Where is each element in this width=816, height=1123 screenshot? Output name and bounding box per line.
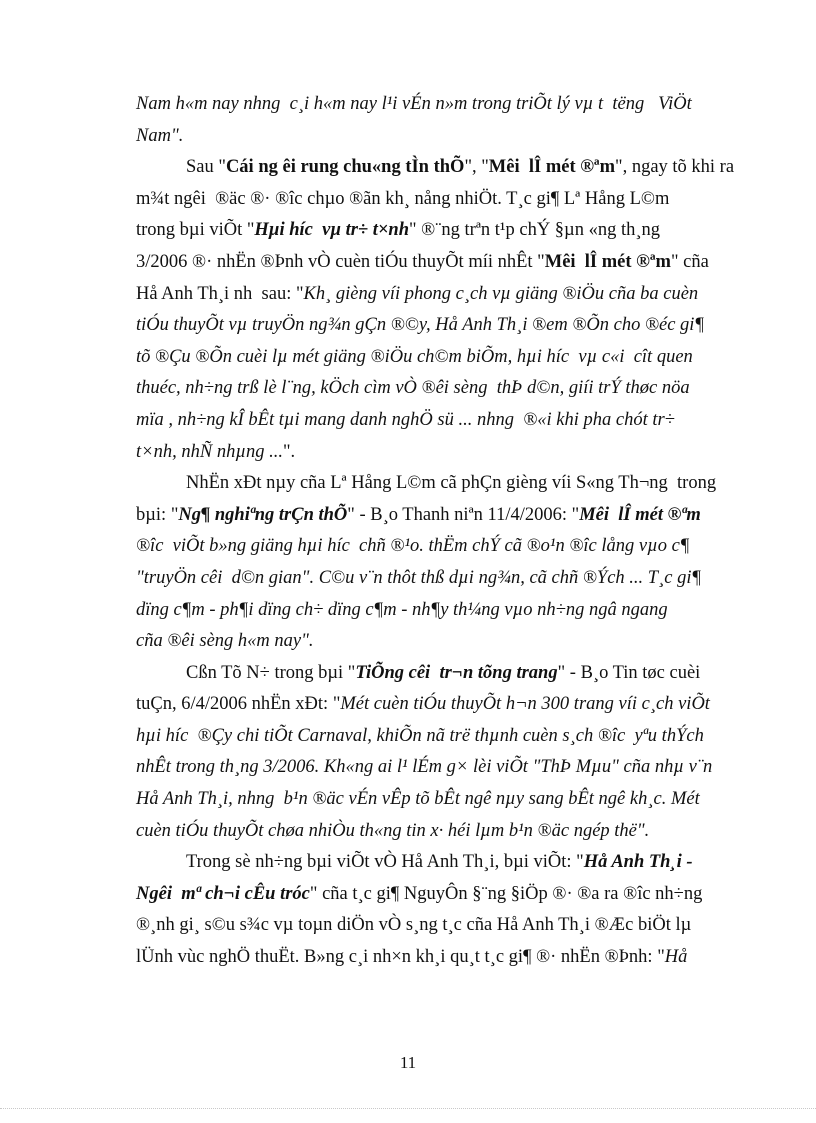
text-run: m¾t ngêi ®äc ®· ®îc chµo ®ãn kh¸ nång nhiÖt. T¸c gi¶ Lª Hång L©m: [136, 188, 670, 209]
text-run: ".: [283, 441, 296, 462]
text-line: [136, 279, 766, 311]
text-run: thuéc, nh÷ng trß lè l¨ng, kÖch cìm vÒ ®êi sèng thÞ d©n, giíi trÝ thøc nöa: [136, 378, 690, 399]
text-run: ®¸nh gi¸ s©u s¾c vµ toµn diÖn vÒ s¸ng t¸c cña Hå Anh Th¸i ®Æc biÖt lµ: [136, 915, 692, 936]
text-run: " ®¨ng trªn t¹p chÝ §µn «ng th¸ng: [409, 220, 661, 241]
text-line: [136, 373, 766, 405]
text-run: trong bµi viÕt ": [136, 220, 255, 241]
text-run: Hå Anh Th¸i -: [583, 852, 693, 873]
page-number: 11: [399, 1053, 417, 1072]
text-line: [136, 184, 766, 216]
text-run: " - B¸o Thanh niªn 11/4/2006: ": [347, 504, 580, 525]
text-run: bµi: ": [136, 504, 179, 525]
body-text: [136, 89, 766, 974]
text-line: [136, 89, 766, 121]
text-run: hµi híc ®Çy chi tiÕt Carnaval, khiÕn nã trë thµnh cuèn s¸ch ®îc yªu thÝch: [136, 725, 704, 746]
text-line: [136, 689, 766, 721]
text-run: ", ngay tõ khi ra: [615, 157, 735, 178]
text-run: "truyÖn cêi d©n gian". C©u v¨n thôt thß dµi ng¾n, cã chñ ®Ých ... T¸c gi¶: [136, 567, 702, 588]
text-line: [136, 247, 766, 279]
text-line: [136, 531, 766, 563]
text-line: [136, 405, 766, 437]
text-run: nhÊt trong th¸ng 3/2006. Kh«ng ai l¹ lÉm g× lèi viÕt "ThÞ Mµu" cña nhµ v¨n: [136, 757, 713, 778]
text-run: tiÓu thuyÕt vµ truyÖn ng¾n gÇn ®©y, Hå Anh Th¸i ®em ®Õn cho ®éc gi¶: [136, 315, 705, 336]
text-run: Cái ng êi rung chu«ng tÌn thÕ: [225, 157, 465, 178]
text-line: [136, 152, 766, 184]
text-run: Hµi híc vµ tr÷ t×nh: [254, 220, 409, 241]
text-run: Hå Anh Th¸i, nhng b¹n ®äc vÉn vÊp tõ bÊt ngê nµy sang bÊt ngê kh¸c. Mét: [136, 789, 700, 810]
text-run: Mêi lÎ mét ®ªm: [488, 157, 616, 178]
text-line: [136, 563, 766, 595]
text-run: Ngêi mª ch¬i cÊu tróc: [136, 883, 310, 904]
text-line: [136, 942, 766, 974]
text-line: [136, 658, 766, 690]
text-line: [136, 721, 766, 753]
text-run: Hå: [664, 947, 688, 968]
text-run: Kh¸ gièng víi phong c¸ch vµ giäng ®iÖu cña ba cuèn: [303, 283, 699, 304]
text-run: TiÕng cêi tr¬n tõng trang: [355, 662, 558, 683]
text-run: 3/2006 ®· nhËn ®Þnh vÒ cuèn tiÓu thuyÕt míi nhÊt ": [136, 251, 545, 272]
text-line: [136, 595, 766, 627]
text-run: " - B¸o Tin tøc cuèi: [557, 662, 701, 683]
text-run: cña ®êi sèng h«m nay".: [136, 631, 314, 652]
text-run: mïa , nh÷ng kÎ bÊt tµi mang danh nghÖ sü ... nhng ®«i khi pha chót tr÷: [136, 409, 675, 430]
text-run: tuÇn, 6/4/2006 nhËn xÐt: ": [136, 694, 341, 715]
text-line: [136, 879, 766, 911]
text-run: t×nh, nhÑ nhµng ...: [136, 441, 283, 462]
text-run: Mêi lÎ mét ®ªm: [579, 504, 701, 525]
text-run: Mêi lÎ mét ®ªm: [544, 251, 671, 272]
text-line: [136, 784, 766, 816]
text-line: [136, 342, 766, 374]
text-run: Mét cuèn tiÓu thuyÕt h¬n 300 trang víi c¸ch viÕt: [340, 694, 710, 715]
text-run: " cña t¸c gi¶ NguyÔn §¨ng §iÖp ®· ®a ra ®îc nh÷ng: [309, 883, 703, 904]
text-line: [136, 437, 766, 469]
text-run: lÜnh vùc nghÖ thuËt. B»ng c¸i nh×n kh¸i qu¸t t¸c gi¶ ®· nhËn ®Þnh: ": [136, 947, 665, 968]
text-run: Hå Anh Th¸i nh sau: ": [136, 283, 304, 304]
text-run: ®îc viÕt b»ng giäng hµi híc chñ ®¹o. thËm chÝ cã ®o¹n ®îc lång vµo c¶: [136, 536, 690, 557]
text-run: Nam h«m nay nhng c¸i h«m nay l¹i vÉn n»m trong triÕt lý vµ t tëng ViÖt: [136, 94, 692, 114]
text-run: ", ": [464, 157, 489, 178]
text-line: [136, 752, 766, 784]
text-run: Trong sè nh÷ng bµi viÕt vÒ Hå Anh Th¸i, bµi viÕt: ": [186, 852, 584, 873]
text-run: Sau ": [186, 157, 226, 178]
text-line: [136, 121, 766, 153]
text-line: [136, 816, 766, 848]
text-run: Ng¶ nghiªng trÇn thÕ: [178, 504, 348, 525]
text-line: [136, 847, 766, 879]
text-line: [136, 500, 766, 532]
text-line: [136, 910, 766, 942]
text-run: cuèn tiÓu thuyÕt chøa nhiÒu th«ng tin x· héi lµm b¹n ®äc ngép thë".: [136, 820, 650, 841]
text-run: Nam".: [136, 125, 184, 146]
text-line: [136, 215, 766, 247]
text-line: [136, 468, 766, 500]
text-run: dïng c¶m - ph¶i dïng ch÷ dïng c¶m - nh¶y th¼ng vµo nh÷ng ngâ ngang: [136, 599, 668, 620]
page-bottom-border: [0, 1108, 816, 1109]
text-run: NhËn xÐt nµy cña Lª Hång L©m cã phÇn gièng víi S«ng Th¬ng trong: [186, 473, 717, 494]
text-line: [136, 310, 766, 342]
text-run: " cña: [670, 251, 709, 272]
text-line: [136, 626, 766, 658]
text-run: tõ ®Çu ®Õn cuèi lµ mét giäng ®iÖu ch©m biÕm, hµi híc vµ c«i cît quen: [136, 346, 693, 367]
text-run: Cßn Tõ N÷ trong bµi ": [186, 662, 356, 683]
